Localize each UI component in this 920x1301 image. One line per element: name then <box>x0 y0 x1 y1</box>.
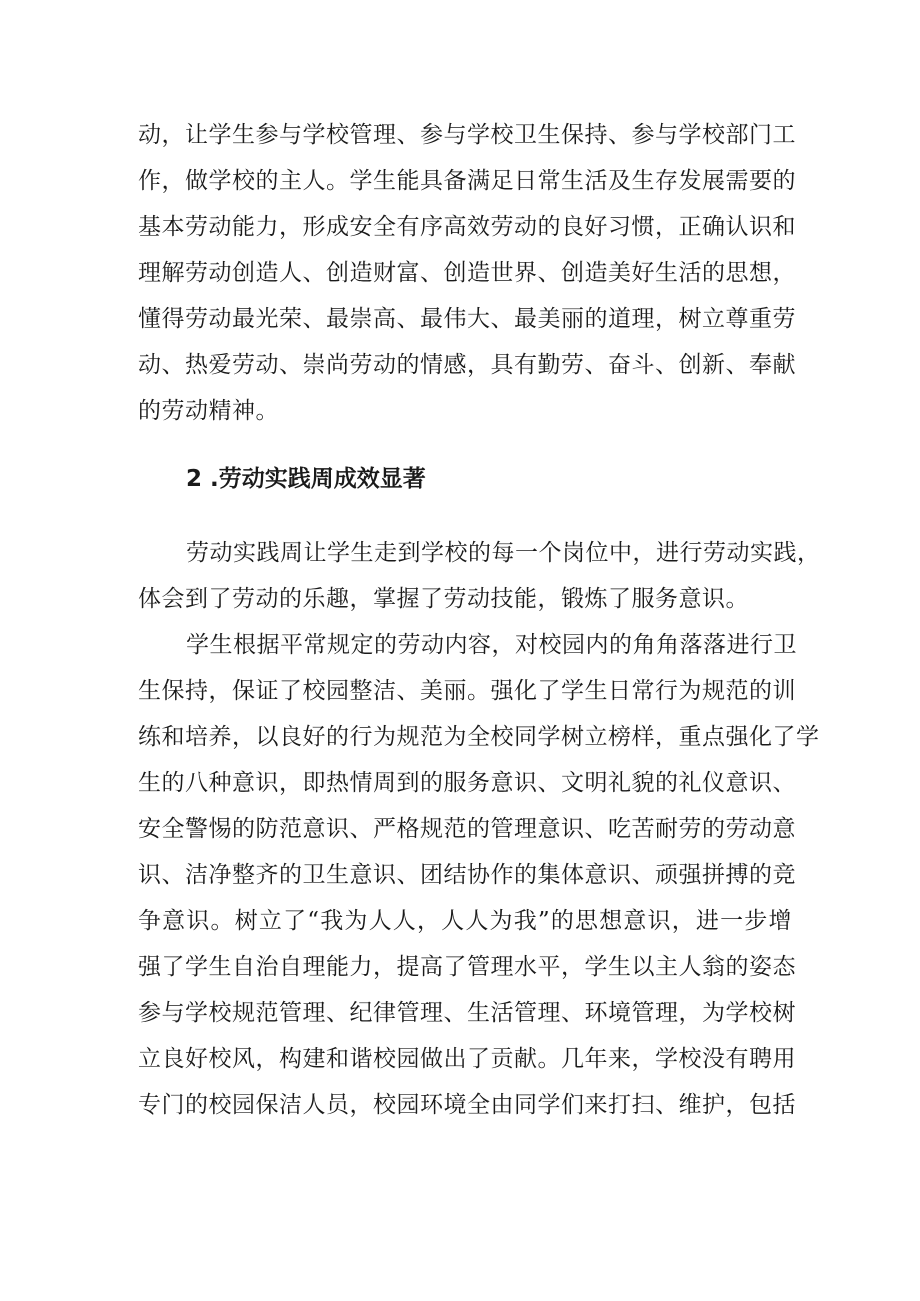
paragraph-1-line: 动，让学生参与学校管理、参与学校卫生保持、参与学校部门工 <box>138 122 796 148</box>
paragraph-2-line: 体会到了劳动的乐趣，掌握了劳动技能，锻炼了服务意识。 <box>138 586 749 612</box>
paragraph-1 <box>138 112 796 434</box>
paragraph-3-line: 练和培养，以良好的行为规范为全校同学树立榜样，重点强化了学 <box>138 724 820 750</box>
paragraph-3-line: 识、洁净整齐的卫生意识、团结协作的集体意识、顽强拼搏的竞 <box>138 862 796 888</box>
paragraph-1-line: 基本劳动能力，形成安全有序高效劳动的良好习惯，正确认识和 <box>138 214 796 240</box>
paragraph-1-line: 理解劳动创造人、创造财富、创造世界、创造美好生活的思想， <box>138 260 796 286</box>
paragraph-3-line: 安全警惕的防范意识、严格规范的管理意识、吃苦耐劳的劳动意 <box>138 816 796 842</box>
paragraph-3-line: 生的八种意识，即热情周到的服务意识、文明礼貌的礼仪意识、 <box>138 770 796 796</box>
paragraph-3-line: 争意识。树立了“我为人人，人人为我”的思想意识，进一步增 <box>138 908 792 934</box>
paragraph-3-line: 立良好校风，构建和谐校园做出了贡献。几年来，学校没有聘用 <box>138 1046 796 1072</box>
paragraph-1-line: 懂得劳动最光荣、最崇高、最伟大、最美丽的道理，树立尊重劳 <box>138 306 796 332</box>
paragraph-1-line: 作，做学校的主人。学生能具备满足日常生活及生存发展需要的 <box>138 168 796 194</box>
paragraph-3-line: 生保持，保证了校园整洁、美丽。强化了学生日常行为规范的训 <box>138 678 796 704</box>
paragraph-1-line: 动、热爱劳动、崇尚劳动的情感，具有勤劳、奋斗、创新、奉献 <box>138 352 796 378</box>
paragraph-2-line: 劳动实践周让学生走到学校的每一个岗位中，进行劳动实践， <box>186 540 821 566</box>
paragraph-1-line: 的劳动精神。 <box>138 398 279 424</box>
paragraph-3-line: 学生根据平常规定的劳动内容，对校园内的角角落落进行卫 <box>186 632 797 658</box>
paragraph-3-line: 专门的校园保洁人员，校园环境全由同学们来打扫、维护，包括 <box>138 1092 796 1118</box>
paragraph-2 <box>138 530 821 622</box>
section-heading: 2 .劳动实践周成效显著 <box>186 466 426 492</box>
paragraph-3 <box>138 622 820 1128</box>
paragraph-3-line: 参与学校规范管理、纪律管理、生活管理、环境管理，为学校树 <box>138 1000 796 1026</box>
paragraph-3-line: 强了学生自治自理能力，提高了管理水平，学生以主人翁的姿态 <box>138 954 796 980</box>
